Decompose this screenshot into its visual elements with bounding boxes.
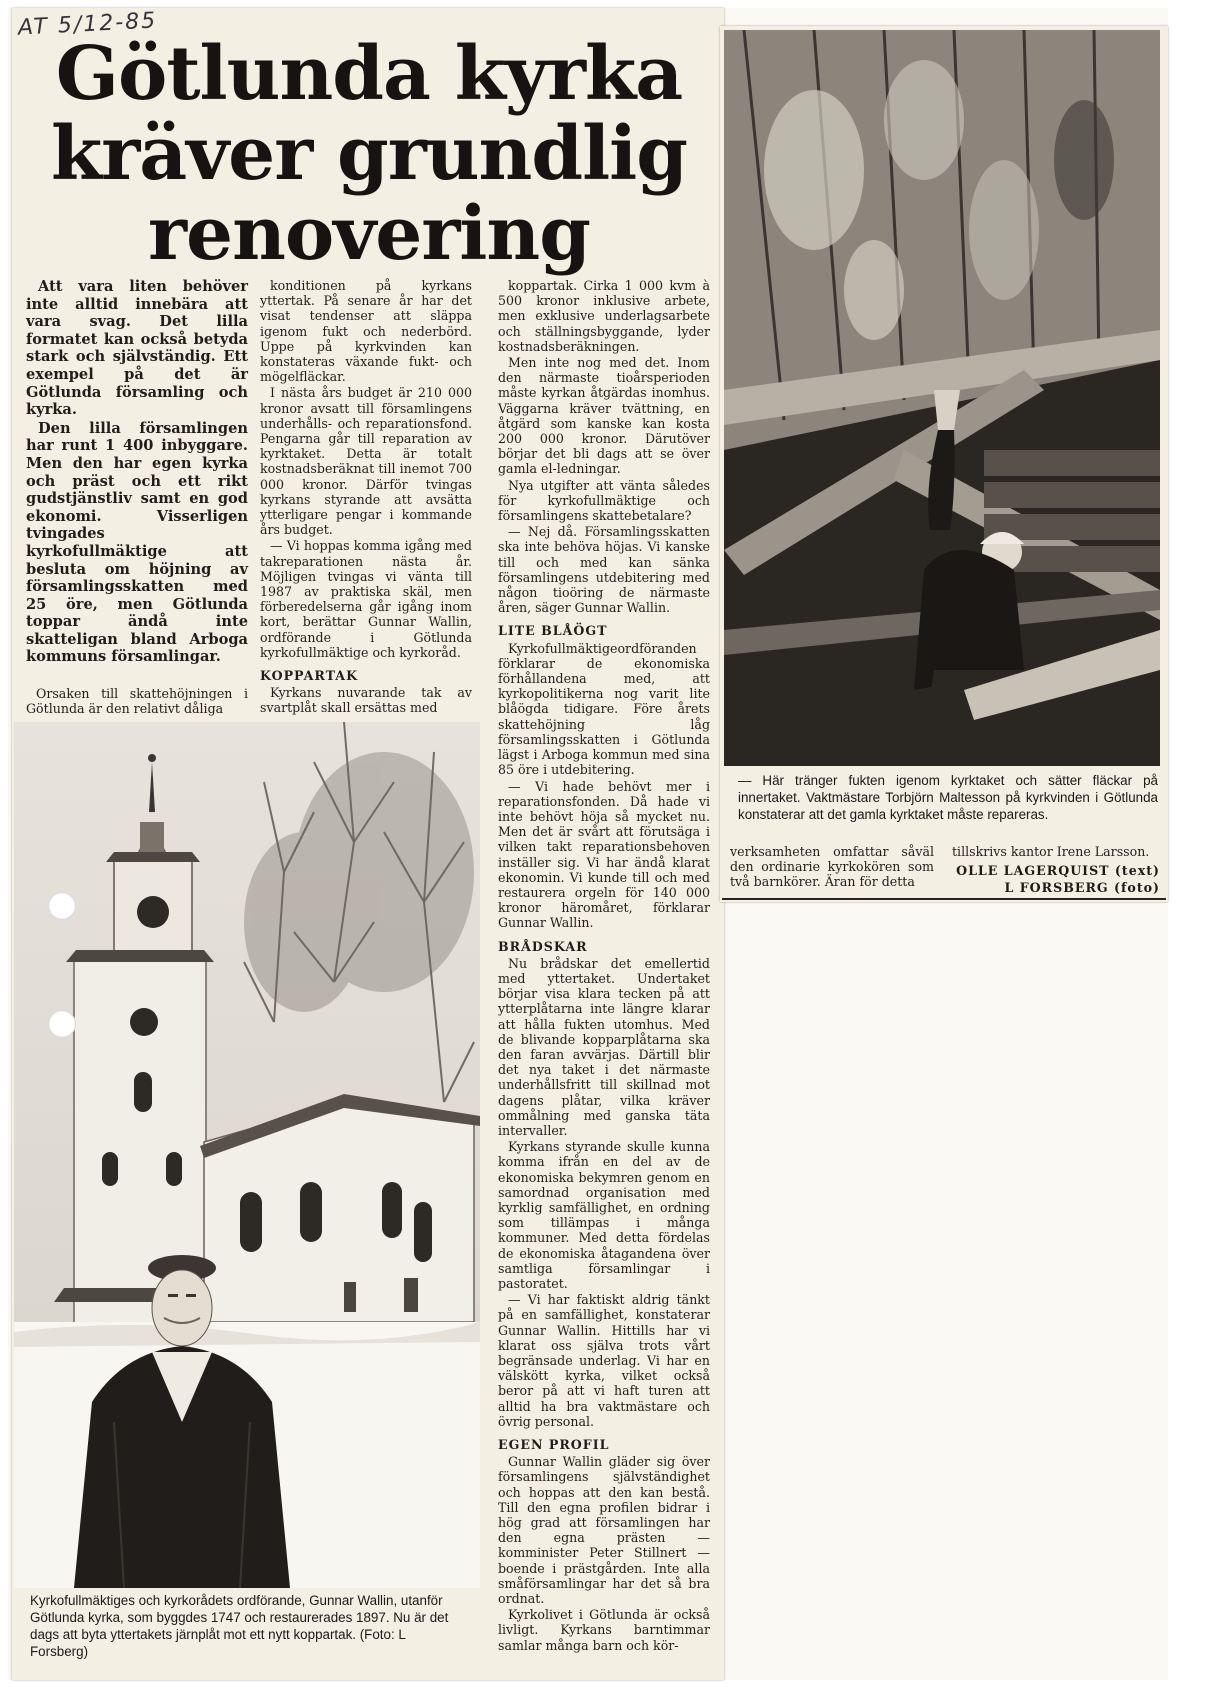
column-5-tail <box>952 844 1160 860</box>
column-3-paragraph-10: Gunnar Wallin gläder sig över församlingens självständighet och hoppas att den kan bestå. Till den egna profilen bidrar i hög grad att församlingen har den egna prästen — komminister Peter Stillnert — boende i prästgården. Inte alla småförsamlingar har det så bra ordnat. <box>498 1454 710 1607</box>
attic-photo <box>724 30 1160 766</box>
column-2-paragraph-1: konditionen på kyrkans yttertak. På senare år har det visat tendenser att släppa igenom fukt och nederbörd. Uppe på kyrkvinden kan konstateras växande fukt- och mögelfläckar. <box>260 278 472 385</box>
lead-paragraph-2: Den lilla församlingen har runt 1 400 inbyggare. Men den har egen kyrka och präst och ett rikt gudstjänstliv samt en god ekonomi. Visserligen tvingades kyrkofullmäktige att besluta om höjning av församlingsskatten med 25 öre, men Götlunda toppar ändå inte skatteligan bland Arboga kommuns församlingar. <box>26 419 248 666</box>
column-3-paragraph-6: — Vi hade behövt mer i reparationsfonden. Då hade vi inte behövt höja så mycket nu. Men det är svårt att förutsäga i vilken takt reparationsbehoven inställer sig. Vi har ändå klarat ekonomin. Vi kunde till och med restaurera orgeln för 140 000 kronor häromåret, förklarar Gunnar Wallin. <box>498 778 710 931</box>
column-3 <box>498 278 710 1654</box>
church-photo-caption: Kyrkofullmäktiges och kyrkorådets ordförande, Gunnar Wallin, utanför Götlunda kyrka, som byggdes 1747 och restaurerades 1897. Nu är det dags att byta yttertakets järnplåt mot ett nytt koppartak. (Foto: L Forsberg) <box>30 1593 449 1659</box>
lead-column <box>26 278 248 667</box>
punch-hole-bottom <box>48 1010 76 1038</box>
column-3-paragraph-5: Kyrkofullmäktigeordföranden förklarar de ekonomiska förhållandena med, att kyrkopolitikerna nog varit lite blåögda tidigare. Före årets skattehöjning låg församlingsskatten i Götlunda lägst i Arboga kommun med sina 85 öre i utdebitering. <box>498 640 710 778</box>
column-2-after-subhead: Kyrkans nuvarande tak av svartplåt skall ersättas med <box>260 685 472 716</box>
headline-line-2: kräver grundlig <box>50 111 688 197</box>
subhead-lite-blaogt: LITE BLÅÖGT <box>498 623 608 639</box>
column-3-paragraph-1: koppartak. Cirka 1 000 kvm à 500 kronor inklusive arbete, men exklusive underlagsarbete och ställningsbyggande, lyder kostnadsberäkningen. <box>498 278 710 354</box>
subhead-bradskar: BRÅDSKAR <box>498 938 588 954</box>
subhead-koppartak: KOPPARTAK <box>260 668 359 684</box>
column-3-paragraph-11: Kyrkolivet i Götlunda är också livligt. Kyrkans barntimmar samlar många barn och kör- <box>498 1607 710 1653</box>
column-2-paragraph-2: I nästa års budget är 210 000 kronor avsatt till församlingens underhålls- och reparationsfond. Pengarna går till reparation av kyrktaket. Detta är totalt kostnadsberäknat till inemot 700 000 kronor. Därför tvingas kyrkans styrande att avsätta ytterligare pengar i kommande års budget. <box>260 385 472 538</box>
article-headline <box>8 31 730 277</box>
newspaper-clipping <box>8 8 1168 1680</box>
column-3-paragraph-3: Nya utgifter att vänta således för kyrkofullmäktige och församlingens skattebetalare? <box>498 477 710 524</box>
church-photo <box>14 722 480 1588</box>
lead-paragraph-1: Att vara liten behöver inte alltid innebära att vara svag. Det lilla formatet kan också betyda stark och självständig. Ett exempel på det är Götlunda församling och kyrka. <box>26 278 248 419</box>
column-3-paragraph-4: — Nej då. Församlingsskatten ska inte behöva höjas. Vi kanske till och med kan sänka församlingens utdebitering med någon tioöring de närmaste åren, säger Gunnar Wallin. <box>498 524 710 616</box>
church-and-man-illustration <box>14 722 480 1588</box>
column-3-paragraph-2: Men inte nog med det. Inom den närmaste tioårsperioden måste kyrkan åtgärdas inomhus. Väggarna kräver tvättning, en åtgärd som kanske kan kosta 200 000 kronor. Därutöver börjar det bli dags att se över gamla el-ledningar. <box>498 355 710 477</box>
headline-line-3: renovering <box>148 191 590 277</box>
column-4-tail-text: verksamheten omfattar såväl den ordinarie kyrkokören som två barnkörer. Äran för detta <box>730 844 934 890</box>
column-2-paragraph-3: — Vi hoppas komma igång med takreparationen nästa år. Möjligen tvingas vi vänta till 1987 av praktiska skäl, men förberedelserna går igång inom kort, berättar Gunnar Wallin, ordförande i Götlunda kyrkofullmäktige och kyrkoråd. <box>260 538 472 660</box>
byline-photographer: L FORSBERG (foto) <box>1004 880 1160 895</box>
column-3-paragraph-7: Nu brådskar det emellertid med yttertaket. Undertaket börjar visa klara tecken på att ytterplåtarna inte längre klarar att hålla fukten utomhus. Med de blivande kopparplåtarna ska den faran avvärjas. Därtill blir det nya taket i det närmaste underhållsfritt till skillnad mot dagens plåtar, vilka kräver ommålning med ganska täta intervaller. <box>498 955 710 1138</box>
column-3-paragraph-9: — Vi har faktiskt aldrig tänkt på en samfällighet, konstaterar Gunnar Wallin. Hittills har vi klarat oss själva trots vårt begränsade underlag. Vi har en välskött kyrka, vilket också beror på att vi haft turen att alltid ha bra vaktmästare och övrig personal. <box>498 1292 710 1429</box>
attic-photo-caption: — Här tränger fukten igenom kyrktaket och sätter fläckar på innertaket. Vaktmästare Torbjörn Maltesson på kyrkvinden i Götlunda konstaterar att det gamla kyrktaket måste repareras. <box>738 773 1158 822</box>
byline-author: OLLE LAGERQUIST (text) <box>956 863 1160 878</box>
attic-interior-illustration <box>724 30 1160 766</box>
handwritten-date-note: AT 5/12-85 <box>17 8 158 41</box>
column-1-tail <box>26 686 248 717</box>
subhead-egen-profil: EGEN PROFIL <box>498 1437 610 1453</box>
column-2 <box>260 278 472 717</box>
headline-line-1: Götlunda kyrka <box>55 31 683 117</box>
column-4-tail <box>730 844 934 891</box>
column-1-tail-text: Orsaken till skattehöjningen i Götlunda är den relativt dåliga <box>26 686 248 717</box>
byline <box>952 862 1160 896</box>
column-5-tail-text: tillskrivs kantor Irene Larsson. <box>952 844 1150 859</box>
bottom-rule <box>722 898 1166 900</box>
punch-hole-top <box>48 892 76 920</box>
column-3-paragraph-8: Kyrkans styrande skulle kunna komma ifrån en del av de ekonomiska bekymren genom en samordnad organisation med kyrklig samfällighet, en ordning som tillämpas i många kommuner. Med detta fördelas de ekonomiska åtagandena över samtliga församlingar i pastoratet. <box>498 1139 710 1291</box>
